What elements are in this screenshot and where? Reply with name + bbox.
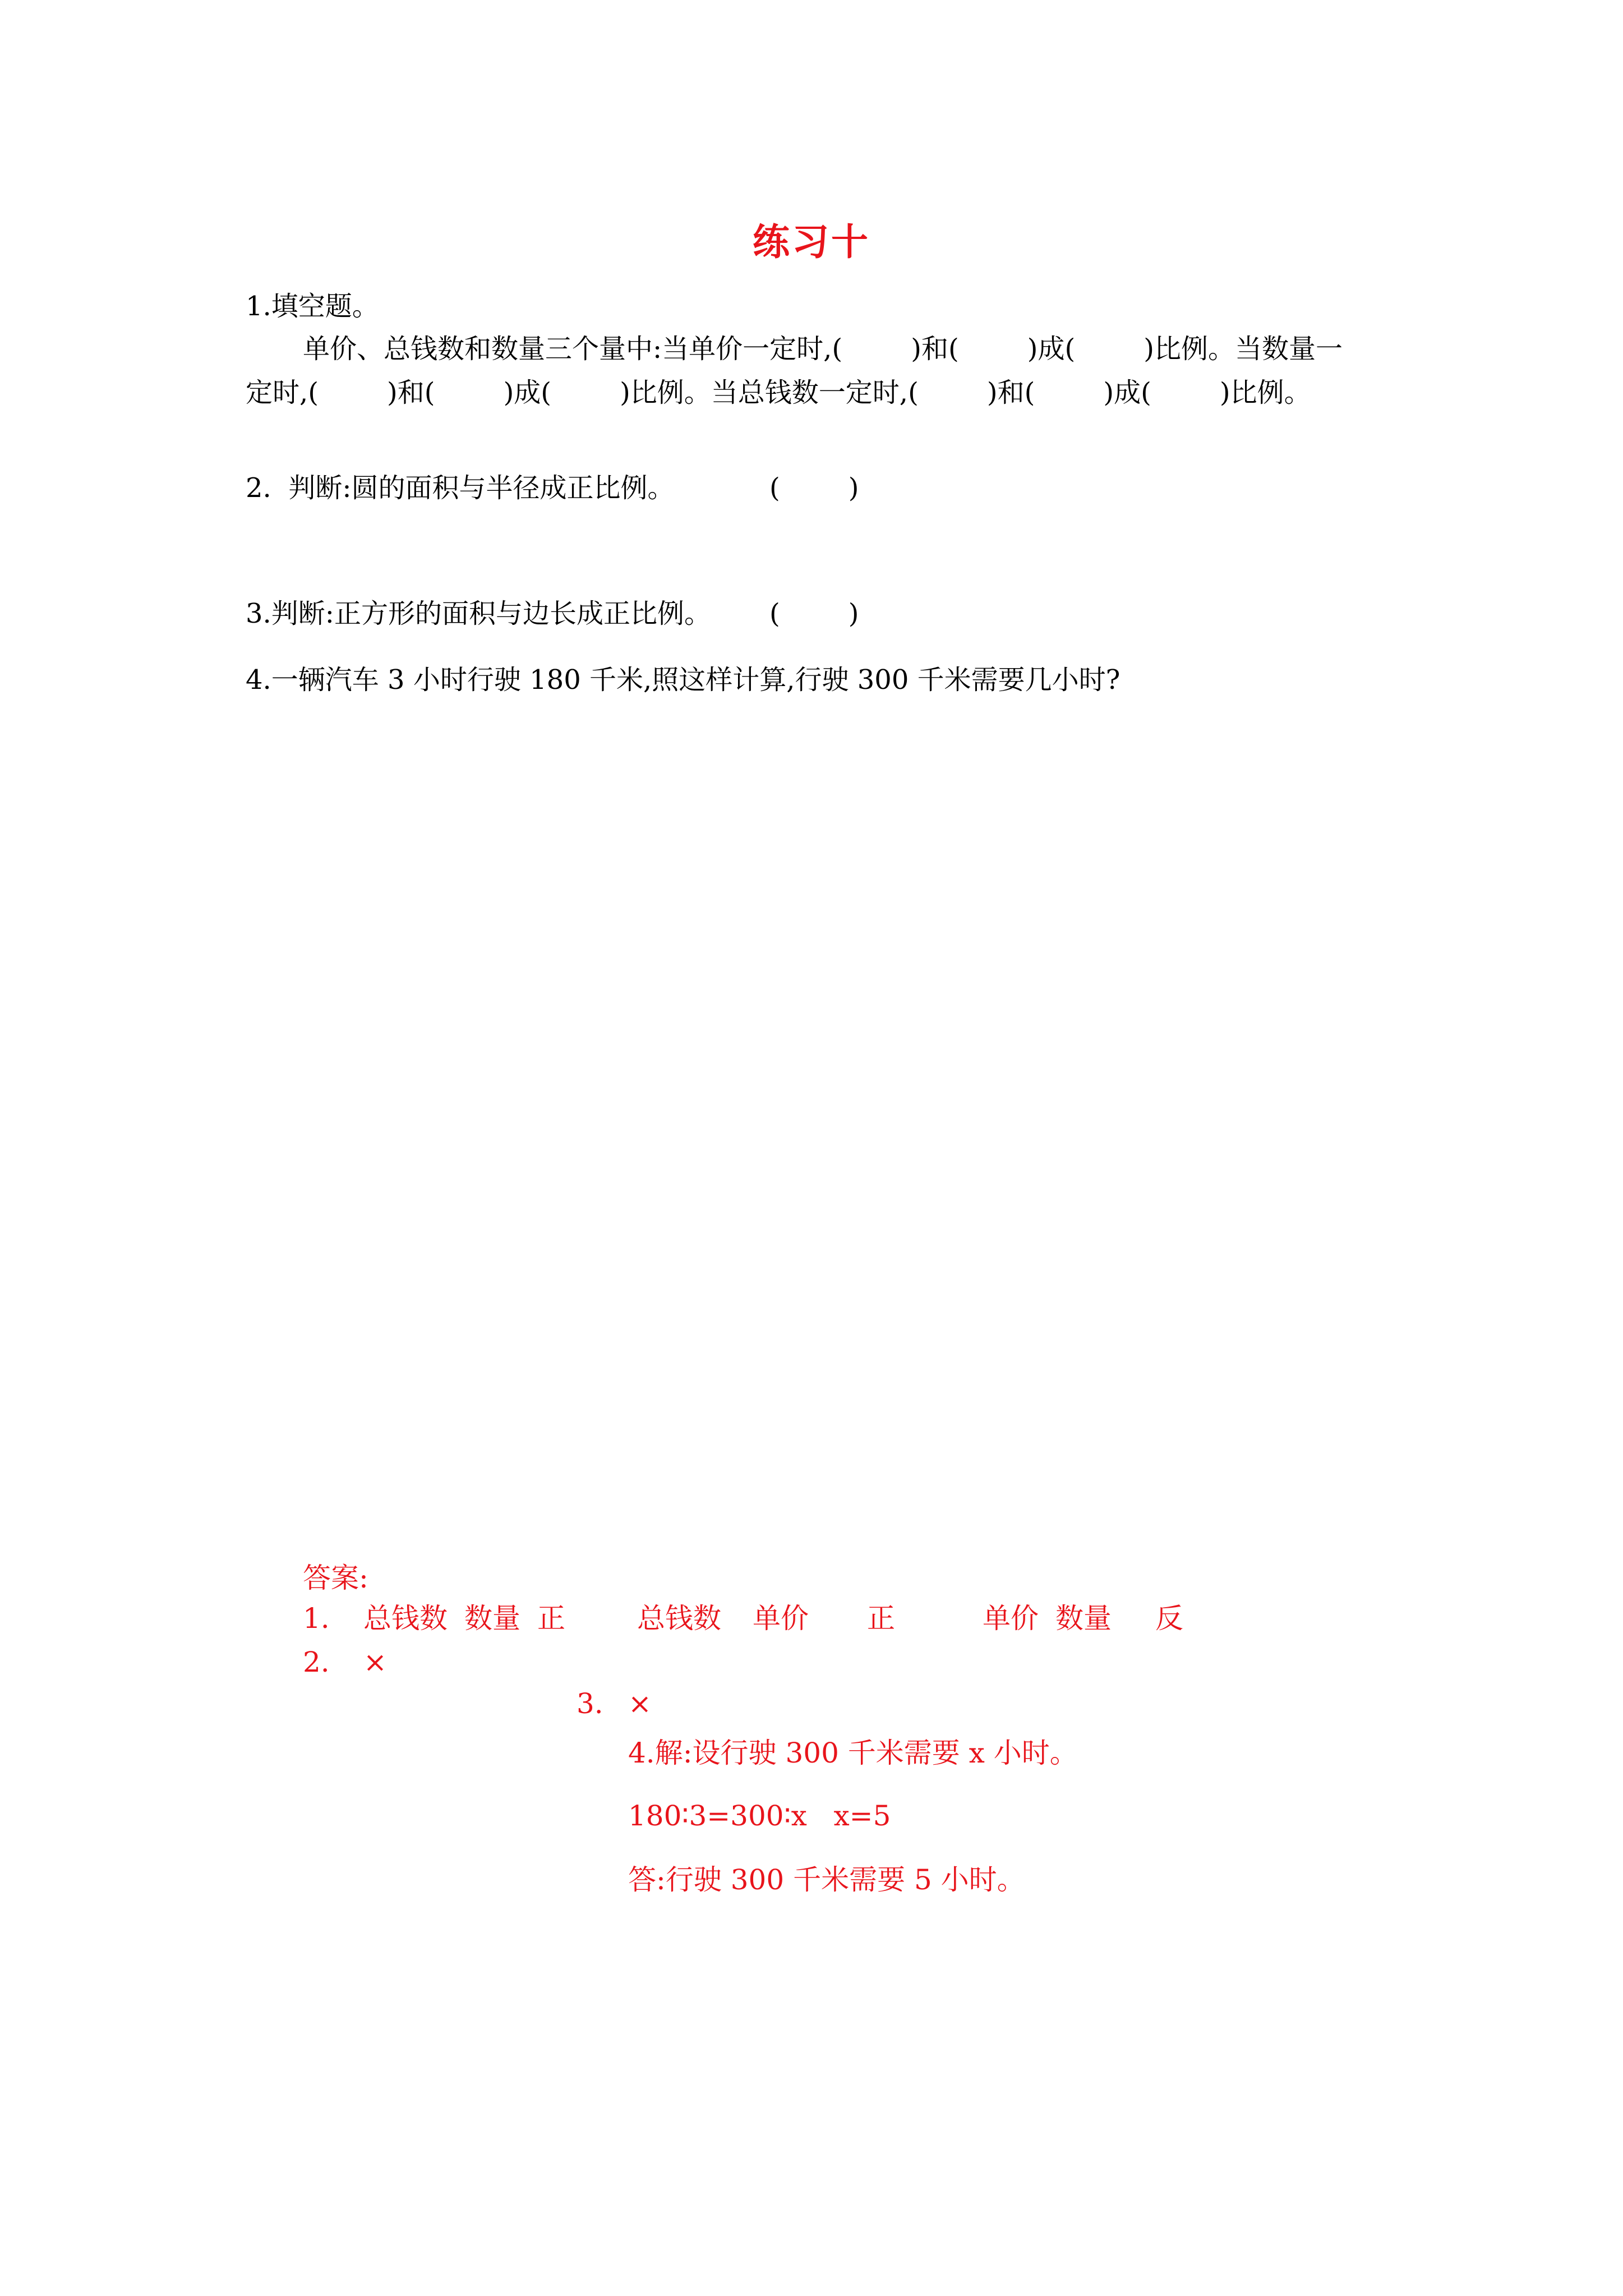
answer-2-label: 2. <box>303 1646 330 1678</box>
answer-1-item: 单价 <box>753 1602 809 1635</box>
question-1-line-2: 定时,( )和( )成( )比例。当总钱数一定时,( )和( )成( )比例。 <box>246 377 1311 408</box>
answer-2-value: × <box>363 1646 387 1678</box>
question-1-heading: 1.填空题。 <box>246 291 379 322</box>
answer-1-item: 反 <box>1155 1602 1183 1635</box>
answer-4-solution: 4.解:设行驶 300 千米需要 x 小时。 <box>628 1737 1078 1769</box>
answer-3-label: 3. <box>577 1687 603 1720</box>
answer-1-item: 数量 <box>1055 1602 1112 1635</box>
question-3-text: 3.判断:正方形的面积与边长成正比例。 <box>246 598 711 629</box>
answer-1-item: 数量 <box>464 1602 520 1635</box>
question-2-answer-blank: ( ) <box>769 472 859 504</box>
question-1-line-1: 单价、总钱数和数量三个量中:当单价一定时,( )和( )成( )比例。当数量一 <box>303 333 1343 365</box>
answer-1-item: 总钱数 <box>363 1602 448 1635</box>
page-title: 练习十 <box>753 220 870 264</box>
answer-1-item: 正 <box>537 1602 565 1635</box>
answer-3-value: × <box>628 1687 652 1720</box>
question-3-answer-blank: ( ) <box>769 598 859 629</box>
answers-heading: 答案: <box>303 1562 368 1594</box>
question-4-text: 4.一辆汽车 3 小时行驶 180 千米,照这样计算,行驶 300 千米需要几小时? <box>246 664 1121 696</box>
answer-1-item: 正 <box>867 1602 895 1635</box>
answer-4-equation: 180∶3=300∶x x=5 <box>628 1800 891 1832</box>
answer-1-item: 单价 <box>983 1602 1039 1635</box>
answer-1-label: 1. <box>303 1602 330 1635</box>
question-2-text: 2. 判断:圆的面积与半径成正比例。 <box>246 472 675 504</box>
answer-4-conclusion: 答:行驶 300 千米需要 5 小时。 <box>628 1864 1025 1896</box>
answer-1-item: 总钱数 <box>637 1602 721 1635</box>
